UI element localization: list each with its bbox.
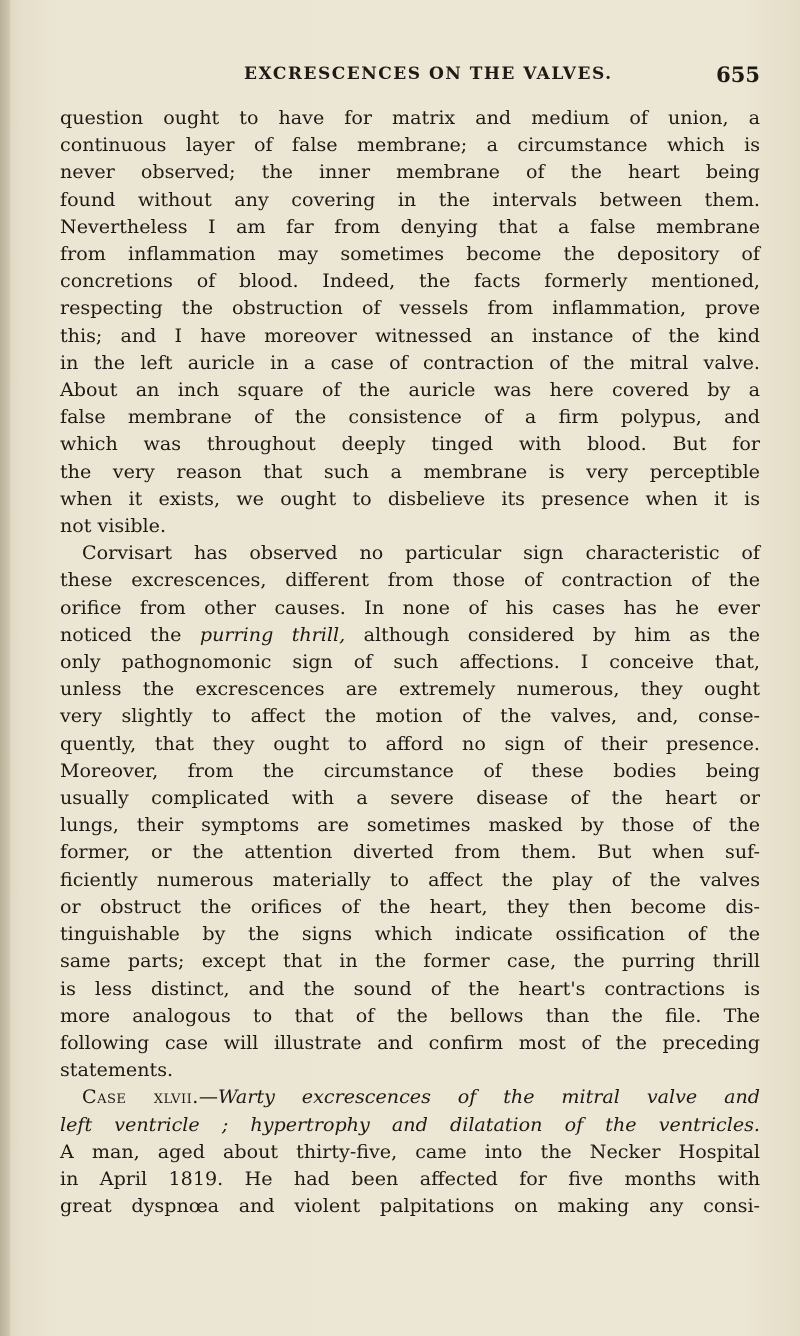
text-line: Corvisart has observed no particular sign characteristic of [82, 541, 760, 565]
text-line: very slightly to affect the motion of the valves, and, conse- [60, 704, 760, 728]
text-line: only pathognomonic sign of such affections. I conceive that, [60, 650, 760, 674]
text-line: orifice from other causes. In none of his cases has he ever [60, 595, 760, 619]
text-line: ficiently numerous materially to affect the play of the valves [60, 867, 760, 891]
text-line-mixed [60, 621, 760, 648]
text-line: question ought to have for matrix and medium of union, a [60, 106, 760, 129]
text-line: following case will illustrate and confirm most of the preceding [60, 1030, 760, 1054]
text-line: great dyspnœa and violent palpitations on making any consi- [60, 1194, 760, 1218]
running-head [60, 62, 760, 102]
case-title-line [60, 1111, 760, 1138]
text-line: when it exists, we ought to disbelieve its presence when it is [60, 486, 760, 510]
text-line: respecting the obstruction of vessels from inflammation, prove [60, 296, 760, 320]
text-line: former, or the attention diverted from them. But when suf- [60, 840, 760, 864]
case-label: Case xlvii. [82, 1085, 199, 1109]
text-line: same parts; except that in the former case, the purring thrill [60, 949, 760, 973]
text-line: statements. [60, 1058, 174, 1082]
text-line: quently, that they ought to afford no sign of their presence. [60, 731, 760, 755]
italic-term: purring thrill, [199, 622, 346, 646]
text-line: unless the excrescences are extremely numerous, they ought [60, 677, 760, 701]
text-line: A man, aged about thirty-five, came into the Necker Hospital [60, 1139, 760, 1163]
text-line: never observed; the inner membrane of the heart being [60, 160, 760, 184]
text-line: in the left auricle in a case of contraction of the mitral valve. [60, 350, 760, 374]
text-line: this; and I have moreover witnessed an instance of the kind [60, 323, 760, 347]
text-line: continuous layer of false membrane; a circumstance which is [60, 133, 760, 157]
text-line: which was throughout deeply tinged with blood. But for [60, 432, 760, 456]
text-line: false membrane of the consistence of a firm polypus, and [60, 405, 760, 429]
case-heading-line [60, 1083, 760, 1110]
text-line: not visible. [60, 514, 167, 538]
text-line: more analogous to that of the bellows than the file. The [60, 1003, 760, 1027]
case-title: —Warty excrescences of the mitral valve and [198, 1085, 760, 1109]
body-text [60, 104, 760, 1219]
text-line: concretions of blood. Indeed, the facts formerly mentioned, [60, 269, 760, 293]
text-line: these excrescences, different from those of contraction of the [60, 568, 760, 592]
text-line: About an inch square of the auricle was here covered by a [60, 378, 760, 402]
text-line: Nevertheless I am far from denying that a false membrane [60, 214, 760, 238]
page-gutter-shadow [0, 0, 10, 1336]
text-line: Moreover, from the circumstance of these bodies being [60, 758, 760, 782]
page-number: 655 [716, 62, 760, 87]
text-line: lungs, their symptoms are sometimes masked by those of the [60, 813, 760, 837]
running-title: EXCRESCENCES ON THE VALVES. [244, 64, 613, 84]
text-run: noticed the [60, 622, 200, 646]
text-line: the very reason that such a membrane is very perceptible [60, 459, 760, 483]
text-line: or obstruct the orifices of the heart, they then become dis- [60, 894, 760, 918]
text-line: usually complicated with a severe disease of the heart or [60, 786, 760, 810]
text-line: from inflammation may sometimes become the depository of [60, 242, 760, 266]
text-line: is less distinct, and the sound of the heart's contractions is [60, 976, 760, 1000]
text-line: found without any covering in the intervals between them. [60, 187, 760, 211]
case-title-continued: left ventricle ; hypertrophy and dilatation of the ventricles. [60, 1112, 760, 1136]
text-line: in April 1819. He had been affected for five months with [60, 1166, 760, 1190]
text-run: although considered by him as the [345, 622, 760, 646]
text-line: tinguishable by the signs which indicate ossification of the [60, 922, 760, 946]
